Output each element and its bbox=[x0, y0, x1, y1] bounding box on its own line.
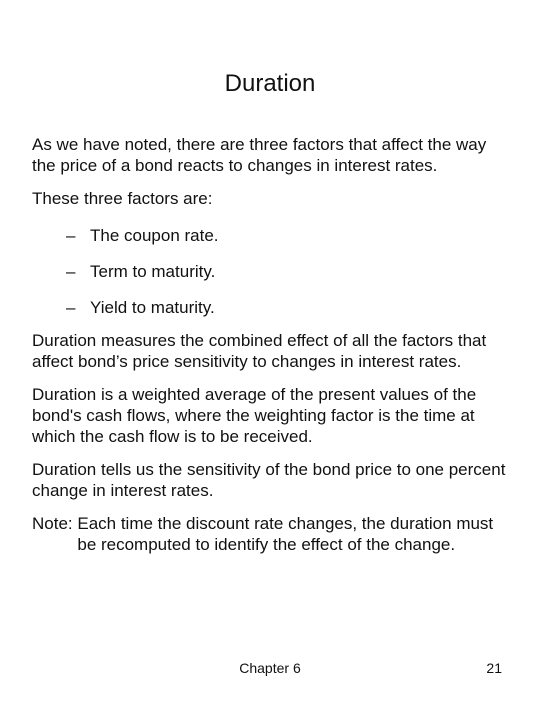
sensitivity-paragraph: Duration tells us the sensitivity of the bond price to one percent change in interest rates. bbox=[32, 460, 506, 500]
factor-text: The coupon rate. bbox=[90, 226, 219, 245]
intro-paragraph: As we have noted, there are three factors that affect the way the price of a bond reacts to changes in interest rates. bbox=[32, 135, 487, 175]
list-item bbox=[32, 225, 512, 246]
list-item bbox=[32, 297, 512, 318]
factors-list bbox=[32, 225, 512, 318]
slide-content bbox=[32, 134, 512, 555]
note-label: Note: bbox=[32, 514, 78, 533]
factor-text: Yield to maturity. bbox=[90, 298, 215, 317]
slide-title: Duration bbox=[224, 70, 316, 97]
dash-bullet: – bbox=[66, 298, 76, 317]
note-text: Each time the discount rate changes, the duration must be recomputed to identify the effect of the change. bbox=[77, 514, 494, 554]
factors-heading: These three factors are: bbox=[32, 189, 213, 208]
factor-text: Term to maturity. bbox=[90, 262, 216, 281]
note-block bbox=[32, 513, 512, 555]
dash-bullet: – bbox=[66, 262, 76, 281]
dash-bullet: – bbox=[66, 226, 76, 245]
footer-chapter: Chapter 6 bbox=[239, 660, 301, 676]
weighted-average-paragraph: Duration is a weighted average of the present values of the bond's cash flows, where the weighting factor is the time at which the cash flow is to be received. bbox=[32, 385, 477, 446]
list-item bbox=[32, 261, 512, 282]
duration-definition-paragraph: Duration measures the combined effect of all the factors that affect bond’s price sensitivity to changes in interest rates. bbox=[32, 331, 487, 371]
page-number: 21 bbox=[486, 660, 502, 676]
